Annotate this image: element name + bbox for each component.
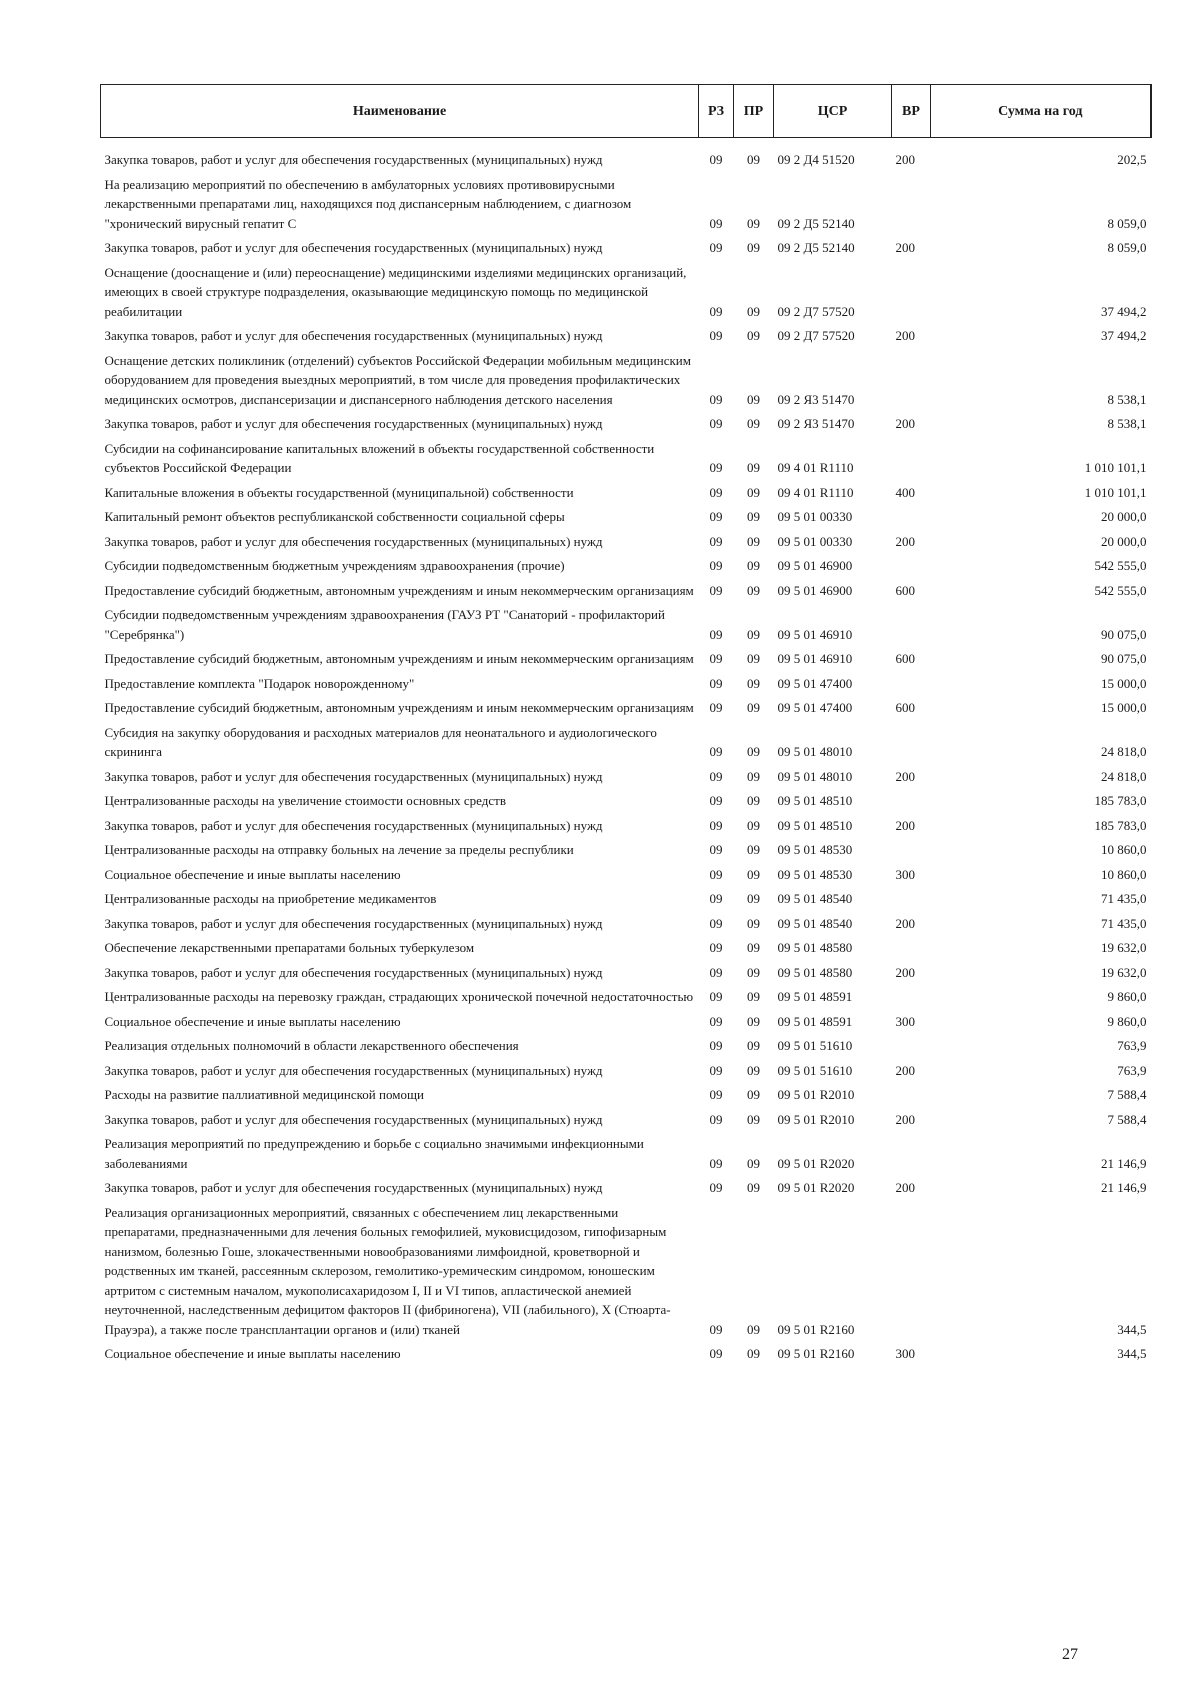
cell-csr: 09 5 01 46910 xyxy=(777,626,853,642)
cell-sum: 763,9 xyxy=(1117,1062,1147,1078)
cell-csr: 09 2 Я3 51470 xyxy=(777,416,855,431)
cell-pr: 09 xyxy=(747,152,760,167)
table-row xyxy=(101,1201,1151,1343)
cell-rz: 09 xyxy=(709,842,723,857)
cell-csr: 09 5 01 R2010 xyxy=(777,1087,855,1102)
cell-vr: 600 xyxy=(895,582,915,598)
cell-rz: 09 xyxy=(709,303,723,319)
cell-pr: 09 xyxy=(747,842,760,857)
cell-pr: 09 xyxy=(747,1038,760,1053)
cell-name: Предоставление субсидий бюджетным, автономным учреждениям и иным некоммерческим организациям xyxy=(104,582,694,598)
cell-name: Социальное обеспечение и иные выплаты населению xyxy=(104,866,401,882)
cell-csr: 09 2 Д4 51520 xyxy=(777,152,855,167)
cell-vr: 200 xyxy=(895,328,915,343)
table-row xyxy=(101,437,1151,481)
cell-rz: 09 xyxy=(709,1038,723,1053)
cell-rz: 09 xyxy=(709,152,723,167)
cell-sum: 542 555,0 xyxy=(1094,558,1147,573)
cell-sum: 10 860,0 xyxy=(1101,842,1147,857)
table-header-row xyxy=(101,85,1151,138)
cell-pr: 09 xyxy=(747,989,760,1004)
cell-sum: 185 783,0 xyxy=(1094,817,1147,833)
cell-pr: 09 xyxy=(747,817,760,833)
cell-rz: 09 xyxy=(709,964,723,980)
header-rz: РЗ xyxy=(699,85,734,138)
cell-rz: 09 xyxy=(709,215,723,231)
cell-rz: 09 xyxy=(709,768,723,784)
cell-vr: 600 xyxy=(895,700,915,715)
cell-vr: 300 xyxy=(895,1013,915,1029)
table-row xyxy=(101,647,1151,672)
cell-sum: 8 059,0 xyxy=(1107,215,1147,231)
cell-sum: 19 632,0 xyxy=(1101,940,1147,955)
cell-name: Капитальные вложения в объекты государственной (муниципальной) собственности xyxy=(104,484,574,500)
cell-pr: 09 xyxy=(747,533,760,549)
cell-sum: 37 494,2 xyxy=(1101,328,1147,343)
table-row xyxy=(101,1083,1151,1108)
cell-pr: 09 xyxy=(747,768,760,784)
table-row xyxy=(101,261,1151,325)
table-header xyxy=(101,85,1151,138)
cell-rz: 09 xyxy=(709,1062,723,1078)
cell-name: Закупка товаров, работ и услуг для обеспечения государственных (муниципальных) нужд xyxy=(104,416,603,431)
cell-rz: 09 xyxy=(709,533,723,549)
cell-csr: 09 5 01 48591 xyxy=(777,989,853,1004)
cell-rz: 09 xyxy=(709,328,723,343)
cell-name: Централизованные расходы на отправку больных на лечение за пределы республики xyxy=(104,842,574,857)
cell-pr: 09 xyxy=(747,915,760,931)
cell-name: Субсидии подведомственным учреждениям здравоохранения (ГАУЗ РТ "Санаторий - профилакторий "Серебрянка") xyxy=(104,607,665,642)
cell-name: Субсидии на софинансирование капитальных вложений в объекты государственной собственности субъектов Российской Федерации xyxy=(104,440,655,475)
cell-name: Централизованные расходы на увеличение стоимости основных средств xyxy=(104,793,506,808)
cell-sum: 1 010 101,1 xyxy=(1084,484,1147,500)
cell-name: Закупка товаров, работ и услуг для обеспечения государственных (муниципальных) нужд xyxy=(104,533,603,549)
cell-vr: 200 xyxy=(895,1111,915,1127)
cell-vr: 400 xyxy=(895,484,915,500)
cell-rz: 09 xyxy=(709,240,723,255)
cell-rz: 09 xyxy=(709,1321,723,1337)
cell-csr: 09 5 01 46900 xyxy=(777,582,853,598)
cell-vr: 300 xyxy=(895,1346,915,1361)
header-sum: Сумма на год xyxy=(931,85,1151,138)
table-row xyxy=(101,173,1151,237)
cell-pr: 09 xyxy=(747,484,760,500)
cell-pr: 09 xyxy=(747,240,760,255)
cell-vr xyxy=(892,261,931,325)
table-row xyxy=(101,1059,1151,1084)
cell-csr: 09 5 01 48010 xyxy=(777,768,853,784)
cell-vr: 200 xyxy=(895,533,915,549)
cell-rz: 09 xyxy=(709,1087,723,1102)
cell-name: Предоставление комплекта "Подарок новорожденному" xyxy=(104,675,415,691)
cell-pr: 09 xyxy=(747,940,760,955)
cell-csr: 09 5 01 00330 xyxy=(777,533,853,549)
cell-name: Социальное обеспечение и иные выплаты населению xyxy=(104,1013,401,1029)
cell-vr: 200 xyxy=(895,817,915,833)
cell-pr: 09 xyxy=(747,1013,760,1029)
table-row xyxy=(101,236,1151,261)
cell-vr xyxy=(892,1201,931,1343)
cell-name: Закупка товаров, работ и услуг для обеспечения государственных (муниципальных) нужд xyxy=(104,915,603,931)
cell-vr xyxy=(892,1132,931,1176)
cell-sum: 9 860,0 xyxy=(1107,1013,1147,1029)
cell-csr: 09 5 01 48010 xyxy=(777,744,853,759)
cell-name: Реализация организационных мероприятий, связанных с обеспечением лиц лекарственными препаратами, предназначенными для лечения больных гемофилией, муковисцидозом, гипофизарным нанизмом, болезнью Гоше, злокачественными новообразованиями лимфоидной, кроветворной и родственных им тканей, рассеянным склерозом, гемолитико-уремическим синдромом, юношеским артритом с системным началом, мукополисахаридозом I, II и VI типов, апластической анемией неуточненной, наследственным дефицитом факторов II (фибриногена), VII (лабильного), X (Стюарта-Прауэра), а также после трансплантации органов и (или) тканей xyxy=(104,1204,671,1337)
cell-name: Субсидия на закупку оборудования и расходных материалов для неонатального и аудиологического скрининга xyxy=(104,724,657,759)
cell-csr: 09 5 01 48530 xyxy=(777,842,853,857)
cell-vr: 200 xyxy=(895,152,915,167)
cell-sum: 24 818,0 xyxy=(1101,768,1147,784)
cell-pr: 09 xyxy=(747,328,760,343)
cell-name: На реализацию мероприятий по обеспечению в амбулаторных условиях противовирусными лекарственными препаратами лиц, находящихся под диспансерным наблюдением, с диагнозом "хронический вирусный гепатит С xyxy=(104,176,632,231)
cell-sum: 20 000,0 xyxy=(1101,509,1147,524)
cell-csr: 09 2 Я3 51470 xyxy=(777,391,855,407)
cell-vr xyxy=(892,437,931,481)
cell-vr xyxy=(892,554,931,579)
cell-sum: 10 860,0 xyxy=(1101,866,1147,882)
cell-csr: 09 5 01 47400 xyxy=(777,700,853,715)
table-row xyxy=(101,1010,1151,1035)
cell-vr: 200 xyxy=(895,1180,915,1195)
cell-rz: 09 xyxy=(709,558,723,573)
cell-sum: 20 000,0 xyxy=(1101,533,1147,549)
cell-sum: 71 435,0 xyxy=(1101,891,1147,906)
cell-name: Централизованные расходы на перевозку граждан, страдающих хронической почечной недостаточностью xyxy=(104,989,694,1004)
table-row xyxy=(101,936,1151,961)
cell-name: Реализация мероприятий по предупреждению и борьбе с социально значимыми инфекционными заболеваниями xyxy=(104,1136,644,1171)
cell-sum: 202,5 xyxy=(1117,152,1147,167)
cell-vr xyxy=(892,838,931,863)
cell-sum: 19 632,0 xyxy=(1101,964,1147,980)
cell-sum: 1 010 101,1 xyxy=(1084,460,1147,475)
cell-vr xyxy=(892,1034,931,1059)
cell-rz: 09 xyxy=(709,866,723,882)
cell-pr: 09 xyxy=(747,215,760,231)
cell-csr: 09 5 01 R2010 xyxy=(777,1111,855,1127)
cell-sum: 542 555,0 xyxy=(1094,582,1147,598)
cell-csr: 09 5 01 48580 xyxy=(777,964,853,980)
cell-pr: 09 xyxy=(747,416,760,431)
cell-rz: 09 xyxy=(709,915,723,931)
cell-name: Расходы на развитие паллиативной медицинской помощи xyxy=(104,1087,424,1102)
cell-pr: 09 xyxy=(747,866,760,882)
cell-pr: 09 xyxy=(747,1062,760,1078)
cell-csr: 09 2 Д5 52140 xyxy=(777,215,855,231)
cell-rz: 09 xyxy=(709,744,723,759)
cell-sum: 763,9 xyxy=(1117,1038,1147,1053)
cell-vr: 200 xyxy=(895,240,915,255)
table-body xyxy=(101,138,1151,1367)
cell-rz: 09 xyxy=(709,509,723,524)
header-pr: ПР xyxy=(734,85,774,138)
cell-csr: 09 5 01 R2160 xyxy=(777,1346,855,1361)
cell-pr: 09 xyxy=(747,651,760,666)
cell-sum: 7 588,4 xyxy=(1107,1087,1147,1102)
table-row xyxy=(101,481,1151,506)
cell-csr: 09 5 01 48510 xyxy=(777,817,853,833)
cell-pr: 09 xyxy=(747,1111,760,1127)
cell-csr: 09 5 01 R2020 xyxy=(777,1180,855,1195)
cell-csr: 09 5 01 51610 xyxy=(777,1038,853,1053)
table-row xyxy=(101,1132,1151,1176)
cell-sum: 344,5 xyxy=(1117,1346,1147,1361)
cell-pr: 09 xyxy=(747,964,760,980)
cell-csr: 09 5 01 51610 xyxy=(777,1062,853,1078)
cell-csr: 09 5 01 48530 xyxy=(777,866,853,882)
cell-csr: 09 5 01 48540 xyxy=(777,915,853,931)
cell-vr xyxy=(892,603,931,647)
cell-vr xyxy=(892,721,931,765)
cell-pr: 09 xyxy=(747,1346,760,1361)
cell-vr: 200 xyxy=(895,768,915,784)
cell-sum: 21 146,9 xyxy=(1101,1155,1147,1171)
table-row xyxy=(101,985,1151,1010)
cell-rz: 09 xyxy=(709,391,723,407)
cell-rz: 09 xyxy=(709,1180,723,1195)
cell-sum: 71 435,0 xyxy=(1101,915,1147,931)
cell-vr: 600 xyxy=(895,651,915,666)
cell-name: Реализация отдельных полномочий в области лекарственного обеспечения xyxy=(104,1038,519,1053)
cell-sum: 90 075,0 xyxy=(1101,626,1147,642)
cell-sum: 344,5 xyxy=(1117,1321,1147,1337)
cell-csr: 09 2 Д5 52140 xyxy=(777,240,855,255)
table-row xyxy=(101,912,1151,937)
cell-csr: 09 2 Д7 57520 xyxy=(777,328,855,343)
cell-sum: 8 538,1 xyxy=(1107,416,1147,431)
cell-sum: 15 000,0 xyxy=(1101,675,1147,691)
cell-pr: 09 xyxy=(747,793,760,808)
table-row xyxy=(101,1108,1151,1133)
cell-rz: 09 xyxy=(709,460,723,475)
cell-sum: 8 059,0 xyxy=(1107,240,1147,255)
cell-sum: 15 000,0 xyxy=(1101,700,1147,715)
table-row xyxy=(101,1034,1151,1059)
cell-vr xyxy=(892,1083,931,1108)
cell-vr: 200 xyxy=(895,964,915,980)
cell-name: Закупка товаров, работ и услуг для обеспечения государственных (муниципальных) нужд xyxy=(104,964,603,980)
cell-vr xyxy=(892,173,931,237)
cell-rz: 09 xyxy=(709,1346,723,1361)
cell-name: Обеспечение лекарственными препаратами больных туберкулезом xyxy=(104,940,475,955)
cell-rz: 09 xyxy=(709,582,723,598)
cell-rz: 09 xyxy=(709,891,723,906)
table-row xyxy=(101,863,1151,888)
table-row xyxy=(101,789,1151,814)
cell-pr: 09 xyxy=(747,891,760,906)
cell-rz: 09 xyxy=(709,1013,723,1029)
cell-name: Закупка товаров, работ и услуг для обеспечения государственных (муниципальных) нужд xyxy=(104,328,603,343)
table-row xyxy=(101,579,1151,604)
cell-name: Закупка товаров, работ и услуг для обеспечения государственных (муниципальных) нужд xyxy=(104,1062,603,1078)
cell-vr: 200 xyxy=(895,416,915,431)
header-name: Наименование xyxy=(101,85,699,138)
cell-name: Социальное обеспечение и иные выплаты населению xyxy=(104,1346,401,1361)
cell-pr: 09 xyxy=(747,1180,760,1195)
cell-pr: 09 xyxy=(747,700,760,715)
cell-vr: 200 xyxy=(895,915,915,931)
cell-rz: 09 xyxy=(709,1111,723,1127)
cell-sum: 21 146,9 xyxy=(1101,1180,1147,1195)
table-row xyxy=(101,554,1151,579)
cell-rz: 09 xyxy=(709,989,723,1004)
cell-pr: 09 xyxy=(747,582,760,598)
table-row xyxy=(101,887,1151,912)
cell-sum: 37 494,2 xyxy=(1101,303,1147,319)
cell-rz: 09 xyxy=(709,817,723,833)
cell-csr: 09 5 01 R2020 xyxy=(777,1155,855,1171)
cell-csr: 09 4 01 R1110 xyxy=(777,484,854,500)
cell-csr: 09 5 01 48580 xyxy=(777,940,853,955)
table-row xyxy=(101,696,1151,721)
cell-rz: 09 xyxy=(709,675,723,691)
cell-csr: 09 5 01 47400 xyxy=(777,675,853,691)
cell-name: Предоставление субсидий бюджетным, автономным учреждениям и иным некоммерческим организациям xyxy=(104,700,694,715)
cell-rz: 09 xyxy=(709,484,723,500)
table-row xyxy=(101,961,1151,986)
cell-vr xyxy=(892,985,931,1010)
cell-pr: 09 xyxy=(747,1321,760,1337)
cell-name: Оснащение детских поликлиник (отделений) субъектов Российской Федерации мобильным медицинским оборудованием для проведения выездных мероприятий, в том числе для проведения профилактических медицинских осмотров, диспансеризации и диспансерного наблюдения детского населения xyxy=(104,352,691,407)
cell-name: Закупка товаров, работ и услуг для обеспечения государственных (муниципальных) нужд xyxy=(104,152,603,167)
cell-name: Закупка товаров, работ и услуг для обеспечения государственных (муниципальных) нужд xyxy=(104,817,603,833)
cell-sum: 90 075,0 xyxy=(1101,651,1147,666)
cell-rz: 09 xyxy=(709,700,723,715)
page-number: 27 xyxy=(1062,1646,1078,1663)
cell-name: Централизованные расходы на приобретение медикаментов xyxy=(104,891,437,906)
cell-name: Субсидии подведомственным бюджетным учреждениям здравоохранения (прочие) xyxy=(104,558,565,573)
cell-csr: 09 4 01 R1110 xyxy=(777,460,854,475)
cell-vr xyxy=(892,887,931,912)
table-row xyxy=(101,721,1151,765)
cell-pr: 09 xyxy=(747,558,760,573)
table-row xyxy=(101,530,1151,555)
cell-pr: 09 xyxy=(747,1155,760,1171)
table-row xyxy=(101,838,1151,863)
cell-name: Капитальный ремонт объектов республиканской собственности социальной сферы xyxy=(104,509,565,524)
cell-vr xyxy=(892,349,931,413)
cell-csr: 09 5 01 48540 xyxy=(777,891,853,906)
cell-csr: 09 5 01 48591 xyxy=(777,1013,853,1029)
cell-csr: 09 5 01 R2160 xyxy=(777,1321,855,1337)
table-row xyxy=(101,672,1151,697)
budget-table xyxy=(100,84,1152,1367)
cell-vr: 300 xyxy=(895,866,915,882)
cell-name: Закупка товаров, работ и услуг для обеспечения государственных (муниципальных) нужд xyxy=(104,1180,603,1195)
cell-vr: 200 xyxy=(895,1062,915,1078)
table-row xyxy=(101,814,1151,839)
header-vr: ВР xyxy=(892,85,931,138)
cell-csr: 09 5 01 00330 xyxy=(777,509,853,524)
cell-rz: 09 xyxy=(709,626,723,642)
table-row xyxy=(101,138,1151,173)
cell-sum: 7 588,4 xyxy=(1107,1111,1147,1127)
cell-pr: 09 xyxy=(747,675,760,691)
table-row xyxy=(101,324,1151,349)
cell-rz: 09 xyxy=(709,416,723,431)
cell-csr: 09 5 01 46910 xyxy=(777,651,853,666)
cell-sum: 185 783,0 xyxy=(1094,793,1147,808)
cell-vr xyxy=(892,789,931,814)
table-row xyxy=(101,505,1151,530)
cell-sum: 9 860,0 xyxy=(1107,989,1147,1004)
cell-csr: 09 2 Д7 57520 xyxy=(777,303,855,319)
cell-pr: 09 xyxy=(747,303,760,319)
cell-name: Предоставление субсидий бюджетным, автономным учреждениям и иным некоммерческим организациям xyxy=(104,651,694,666)
cell-sum: 8 538,1 xyxy=(1107,391,1147,407)
cell-pr: 09 xyxy=(747,744,760,759)
cell-csr: 09 5 01 48510 xyxy=(777,793,853,808)
cell-rz: 09 xyxy=(709,1155,723,1171)
cell-csr: 09 5 01 46900 xyxy=(777,558,853,573)
cell-pr: 09 xyxy=(747,460,760,475)
cell-vr xyxy=(892,505,931,530)
cell-vr xyxy=(892,936,931,961)
cell-pr: 09 xyxy=(747,509,760,524)
table-row xyxy=(101,765,1151,790)
cell-sum: 24 818,0 xyxy=(1101,744,1147,759)
cell-vr xyxy=(892,672,931,697)
table-row xyxy=(101,1176,1151,1201)
cell-rz: 09 xyxy=(709,651,723,666)
cell-name: Оснащение (дооснащение и (или) переоснащение) медицинскими изделиями медицинских организаций, имеющих в своей структуре подразделения, оказывающие медицинскую помощь по медицинской реабилитации xyxy=(104,264,687,319)
cell-pr: 09 xyxy=(747,391,760,407)
cell-pr: 09 xyxy=(747,626,760,642)
table-row xyxy=(101,412,1151,437)
cell-name: Закупка товаров, работ и услуг для обеспечения государственных (муниципальных) нужд xyxy=(104,240,603,255)
cell-name: Закупка товаров, работ и услуг для обеспечения государственных (муниципальных) нужд xyxy=(104,768,603,784)
table-row xyxy=(101,1342,1151,1367)
cell-rz: 09 xyxy=(709,940,723,955)
table-row xyxy=(101,349,1151,413)
cell-name: Закупка товаров, работ и услуг для обеспечения государственных (муниципальных) нужд xyxy=(104,1111,603,1127)
table-row xyxy=(101,603,1151,647)
cell-rz: 09 xyxy=(709,793,723,808)
header-csr: ЦСР xyxy=(774,85,892,138)
cell-pr: 09 xyxy=(747,1087,760,1102)
